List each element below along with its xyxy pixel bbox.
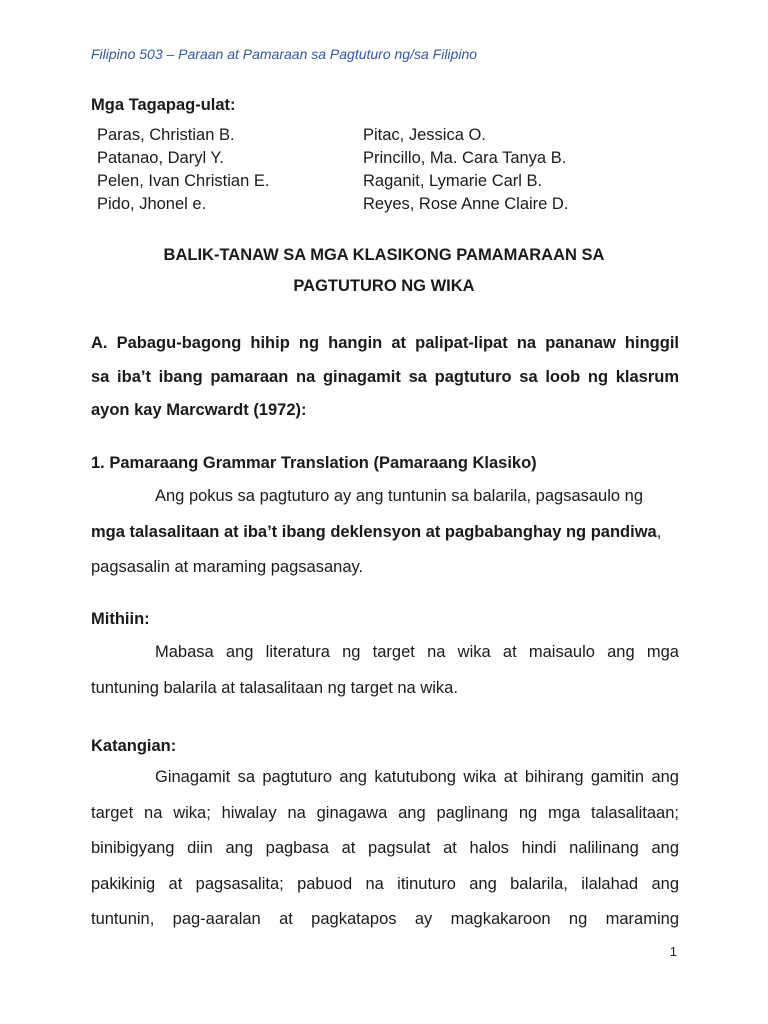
katangian-paragraph (91, 760, 679, 938)
reporters-list-right (363, 124, 568, 216)
section-a-heading (91, 327, 679, 428)
reporter-name: Raganit, Lymarie Carl B. (363, 172, 543, 190)
paragraph-line: tuntunin, pag-aaralan at pagkatapos ay magkakaroon ng maraming (91, 910, 679, 928)
katangian-heading: Katangian: (91, 737, 177, 755)
punctuation: , (656, 522, 662, 541)
section-a-line: A. Pabagu-bagong hihip ng hangin at palipat-lipat na pananaw hinggil (91, 334, 679, 352)
method-1-heading: 1. Pamaraang Grammar Translation (Pamaraang Klasiko) (91, 454, 537, 472)
mithiin-heading: Mithiin: (91, 610, 150, 628)
reporters-list-left (97, 124, 269, 216)
paragraph-line: target na wika; hiwalay na ginagawa ang paglinang ng mga talasalitaan; (91, 803, 679, 822)
reporters-label: Mga Tagapag-ulat: (91, 96, 236, 114)
paragraph-line (91, 515, 679, 551)
reporter-name: Reyes, Rose Anne Claire D. (363, 195, 569, 213)
emphasized-text: mga talasalitaan at iba’t ibang deklensyon at pagbabanghay ng pandiwa (91, 522, 657, 541)
reporter-name: Pitac, Jessica O. (363, 126, 486, 144)
reporter-name: Princillo, Ma. Cara Tanya B. (363, 149, 567, 167)
section-a-line: ayon kay Marcwardt (1972): (91, 401, 307, 419)
mithiin-paragraph (91, 635, 679, 706)
paragraph-line: binibigyang diin ang pagbasa at pagsulat at halos hindi nalilinang ang (91, 839, 679, 857)
reporter-name: Pelen, Ivan Christian E. (97, 172, 270, 190)
paragraph-line: Mabasa ang literatura ng target na wika at maisaulo ang mga (155, 643, 679, 661)
paragraph-line: pagsasalin at maraming pagsasanay. (91, 558, 364, 576)
reporter-name: Patanao, Daryl Y. (97, 149, 224, 167)
document-title-line-2: PAGTUTURO NG WIKA (293, 277, 475, 295)
paragraph-line: Ginagamit sa pagtuturo ang katutubong wika at bihirang gamitin ang (155, 768, 679, 786)
paragraph-line: pakikinig at pagsasalita; pabuod na itinuturo ang balarila, ilalahad ang (91, 874, 679, 893)
reporter-name: Paras, Christian B. (97, 126, 235, 144)
document-title-line-1: BALIK-TANAW SA MGA KLASIKONG PAMAMARAAN SA (163, 246, 605, 264)
reporter-name: Pido, Jhonel e. (97, 195, 207, 213)
paragraph-line: tuntuning balarila at talasalitaan ng target na wika. (91, 678, 458, 697)
paragraph-line: Ang pokus sa pagtuturo ay ang tuntunin sa balarila, pagsasaulo ng (155, 487, 644, 505)
course-header: Filipino 503 – Paraan at Pamaraan sa Pagtuturo ng/sa Filipino (91, 46, 478, 62)
page-number: 1 (669, 944, 677, 959)
section-a-line: sa iba’t ibang pamaraan na ginagamit sa pagtuturo sa loob ng klasrum (91, 367, 679, 386)
method-1-paragraph (91, 479, 679, 586)
